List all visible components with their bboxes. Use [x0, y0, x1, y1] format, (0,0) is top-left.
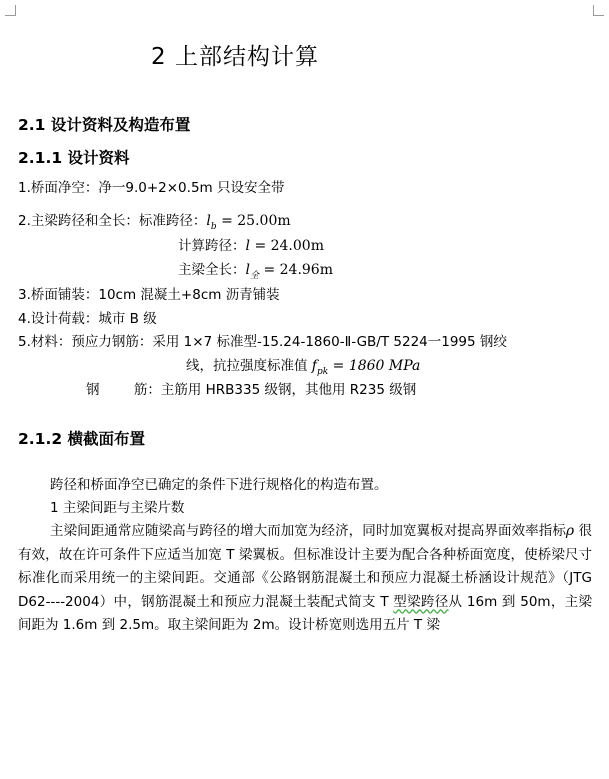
chapter-title: 2 上部结构计算 — [151, 44, 319, 70]
item-materials-strength: 线，抗拉强度标准值 $f_{pk} = 1860$ MPa — [186, 358, 421, 377]
item-design-load: 4.设计荷载：城市 B 级 — [18, 311, 157, 327]
item-deck-pavement: 3.桥面铺装：10cm 混凝土+8cm 沥青铺装 — [18, 287, 280, 303]
item-span-row-calc — [178, 236, 324, 256]
item-materials-rebar: 钢 筋：主筋用 HRB335 级钢，其他用 R235 级钢 — [86, 382, 417, 398]
section-heading-2-1-2: 2.1.2 横截面布置 — [18, 430, 146, 448]
spellcheck-underline: 型梁跨径 — [393, 593, 449, 610]
paragraph-girder-spacing: 主梁间距通常应随梁高与跨径的增大而加宽为经济，同时加宽翼板对提高界面效率指标ρ 很有效，故在许可条件下应适当加宽 T 梁翼板。但标准设计主要为配合各种桥面宽度，使桥梁尺寸标准化而采用统一的主梁间距。交通部《公路钢筋混凝土和预应力混凝土桥涵设计规范》（JTG D62----2004）中，钢筋混凝土和预应力混凝土装配式简支 T 型梁跨径从 16m 到 50m，主梁间距为 1.6m 到 2.5m。取主梁间距为 2m。设计桥宽则选用五片 T 梁 — [18, 523, 593, 633]
item-deck-clearance: 1.桥面净空：净一9.0+2×0.5m 只设安全带 — [18, 180, 285, 196]
paragraph-intro: 跨径和桥面净空已确定的条件下进行规格化的构造布置。 — [50, 477, 388, 493]
item-materials: 5.材料：预应力钢筋：采用 1×7 标准型-15.24-1860-Ⅱ-GB/T 5224一1995 钢绞 — [18, 334, 507, 350]
item-span-row-standard — [18, 211, 291, 237]
calc-span-label: 计算跨径： — [178, 238, 246, 254]
calc-span-formula: l = 24.00m — [245, 238, 324, 254]
full-length-formula: $l_全 = 24.96m$ — [245, 262, 333, 281]
item-span-row-full — [178, 260, 333, 286]
standard-span-label: 标准跨径： — [138, 213, 207, 229]
section-heading-2-1: 2.1 设计资料及构造布置 — [18, 116, 191, 134]
page-corner-mark-right — [593, 5, 604, 16]
full-length-label: 主梁全长： — [178, 262, 246, 278]
standard-span-formula: $l_b = 25.00m$ — [206, 213, 291, 232]
section-heading-2-1-1: 2.1.1 设计资料 — [18, 149, 130, 167]
page-corner-mark-left — [5, 5, 16, 16]
paragraph-subheading: 1 主梁间距与主梁片数 — [50, 500, 185, 516]
strength-formula: $f_{pk} = 1860$ MPa — [311, 358, 421, 377]
item-span-label: 2.主梁跨径和全长： — [18, 213, 139, 229]
